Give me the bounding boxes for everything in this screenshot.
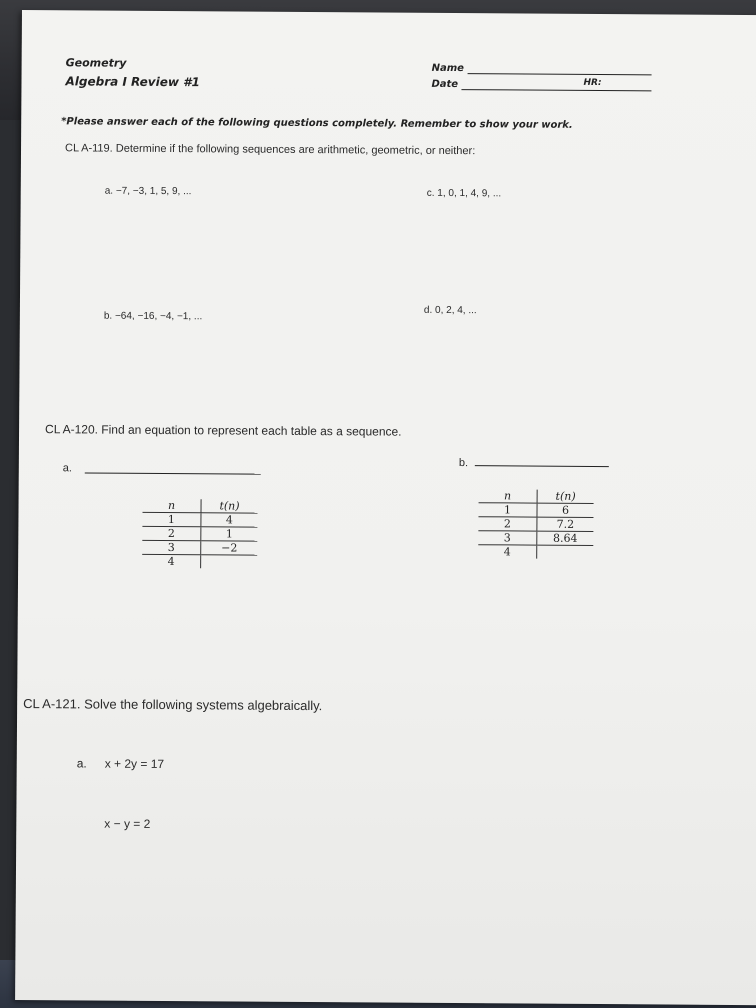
- q120-b-label: b.: [458, 457, 469, 470]
- table-b: [478, 489, 593, 559]
- q121-eq1: x + 2y = 17: [104, 756, 165, 772]
- table-a-col-t: t(n): [219, 499, 240, 513]
- table-row: [142, 526, 257, 541]
- q120-a-label: a.: [62, 462, 73, 475]
- table-b-t-1: 6: [537, 503, 594, 517]
- table-b-n-3: 3: [478, 531, 537, 545]
- table-row: [142, 540, 257, 555]
- table-a-t-2: 1: [201, 527, 258, 541]
- table-a-t-3: −2: [201, 541, 258, 555]
- table-b-t-4[interactable]: [537, 545, 594, 559]
- instructions: *Please answer each of the following questions completely. Remember to show your work.: [61, 116, 573, 131]
- q119-c: c. 1, 0, 1, 4, 9, ...: [426, 187, 502, 200]
- table-b-n-4: 4: [478, 545, 537, 559]
- name-label: Name: [431, 62, 464, 75]
- table-row: [478, 531, 593, 546]
- table-a-t-4[interactable]: [201, 555, 258, 569]
- q120-prompt: CL A-120. Find an equation to represent each table as a sequence.: [45, 422, 402, 439]
- worksheet-paper: [15, 10, 756, 1005]
- table-a-n-2: 2: [142, 526, 201, 540]
- q119-b: b. −64, −16, −4, −1, ...: [103, 310, 203, 323]
- q120-a-answer-line[interactable]: [85, 472, 261, 474]
- q119-d: d. 0, 2, 4, ...: [423, 304, 477, 317]
- q119-prompt: CL A-119. Determine if the following sequences are arithmetic, geometric, or neither:: [64, 142, 476, 158]
- table-a-n-4: 4: [142, 554, 201, 568]
- table-b-col-t: t(n): [555, 489, 576, 503]
- table-b-t-2: 7.2: [537, 517, 594, 531]
- q121-a-label: a.: [76, 756, 87, 771]
- table-row: [142, 512, 257, 527]
- table-row: [478, 517, 593, 532]
- table-a-t-1: 4: [201, 513, 258, 527]
- table-b-n-1: 1: [478, 503, 537, 517]
- table-row: [478, 503, 593, 518]
- table-b-col-n: n: [479, 489, 538, 503]
- q119-a: a. −7, −3, 1, 5, 9, ...: [104, 185, 192, 198]
- table-a-col-n: n: [142, 499, 201, 513]
- table-b-t-3: 8.64: [537, 531, 594, 545]
- q121-prompt: CL A-121. Solve the following systems algebraically.: [23, 696, 323, 714]
- table-a-n-1: 1: [142, 512, 201, 526]
- q120-b-answer-line[interactable]: [475, 465, 609, 467]
- worksheet-title: Algebra I Review #1: [65, 74, 200, 90]
- date-label: Date: [431, 78, 459, 91]
- name-line[interactable]: [468, 73, 652, 75]
- date-line[interactable]: [461, 89, 651, 91]
- table-a-n-3: 3: [142, 540, 201, 554]
- course-name: Geometry: [65, 56, 127, 70]
- table-b-n-2: 2: [478, 517, 537, 531]
- q121-eq2: x − y = 2: [104, 816, 151, 831]
- table-row: [142, 554, 257, 568]
- table-a: [142, 499, 257, 569]
- hr-label: HR:: [583, 77, 602, 89]
- table-row: [478, 545, 593, 559]
